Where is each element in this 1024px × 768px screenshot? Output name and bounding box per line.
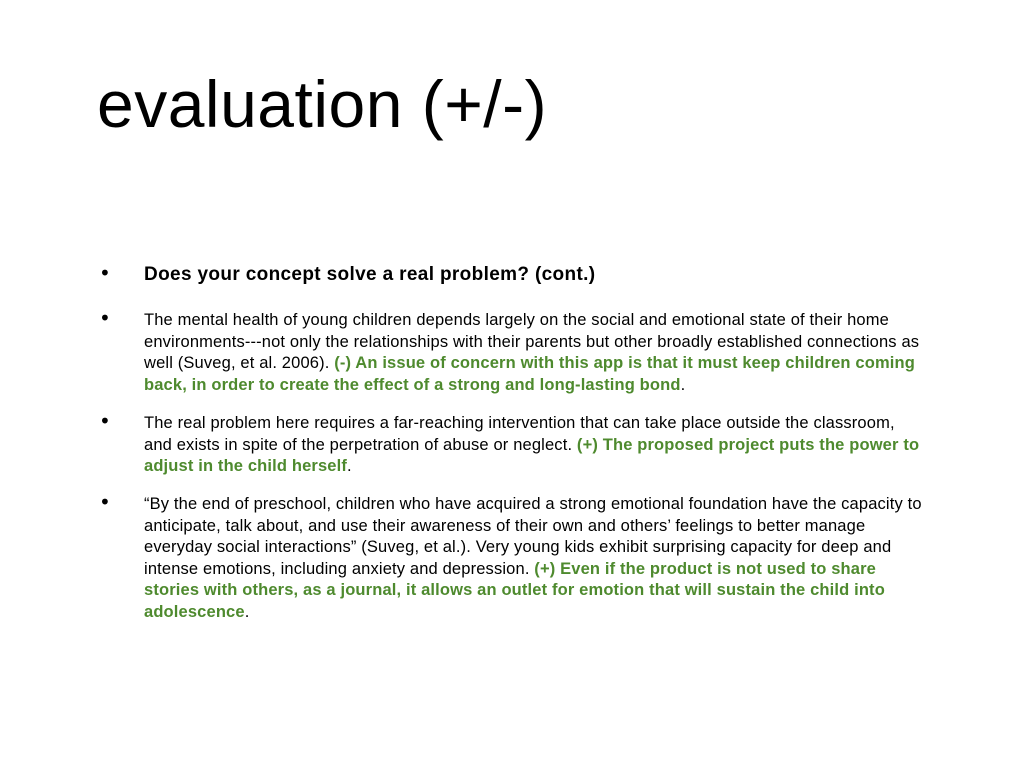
paragraph-text: “By the end of preschool, children who have acquired a strong emotional foundation have the capacity to anticipate, talk about, and use their awareness of their own and others’ feelings to better manage everyday social interactions” (Suveg, et al.). Very young kids exhibit surprising capacity for deep and intense emotions, including anxiety and depression. <box>144 495 922 578</box>
bullet-paragraph <box>144 413 924 478</box>
evaluation-note: (-) An issue of concern with this app is that it must keep children coming back, in order to create the effect of a strong and long-lasting bond <box>144 354 915 394</box>
question-heading: Does your concept solve a real problem? (cont.) <box>144 264 596 285</box>
bullet-icon: • <box>99 306 111 330</box>
bullet-paragraph <box>144 310 924 396</box>
paragraph-text: The real problem here requires a far-reaching intervention that can take place outside the classroom, and exists in spite of the perpetration of abuse or neglect. <box>144 414 895 454</box>
bullet-paragraph <box>144 494 924 623</box>
evaluation-note: (+) Even if the product is not used to share stories with others, as a journal, it allows an outlet for emotion that will sustain the child into adolescence <box>144 559 885 621</box>
paragraph-end: . <box>347 457 352 475</box>
bullet-icon: • <box>99 490 111 514</box>
paragraph-end: . <box>680 375 686 394</box>
paragraph-text: The mental health of young children depends largely on the social and emotional state of their home environments---not only the relationships with their parents but other broadly established connections as well (Suveg, et al. 2006). <box>144 311 920 372</box>
bullet-icon: • <box>99 261 111 285</box>
evaluation-note: (+) The proposed project puts the power to adjust in the child herself <box>144 435 920 475</box>
slide-title: evaluation (+/-) <box>97 67 548 141</box>
paragraph-end: . <box>244 602 250 621</box>
bullet-icon: • <box>99 409 111 433</box>
